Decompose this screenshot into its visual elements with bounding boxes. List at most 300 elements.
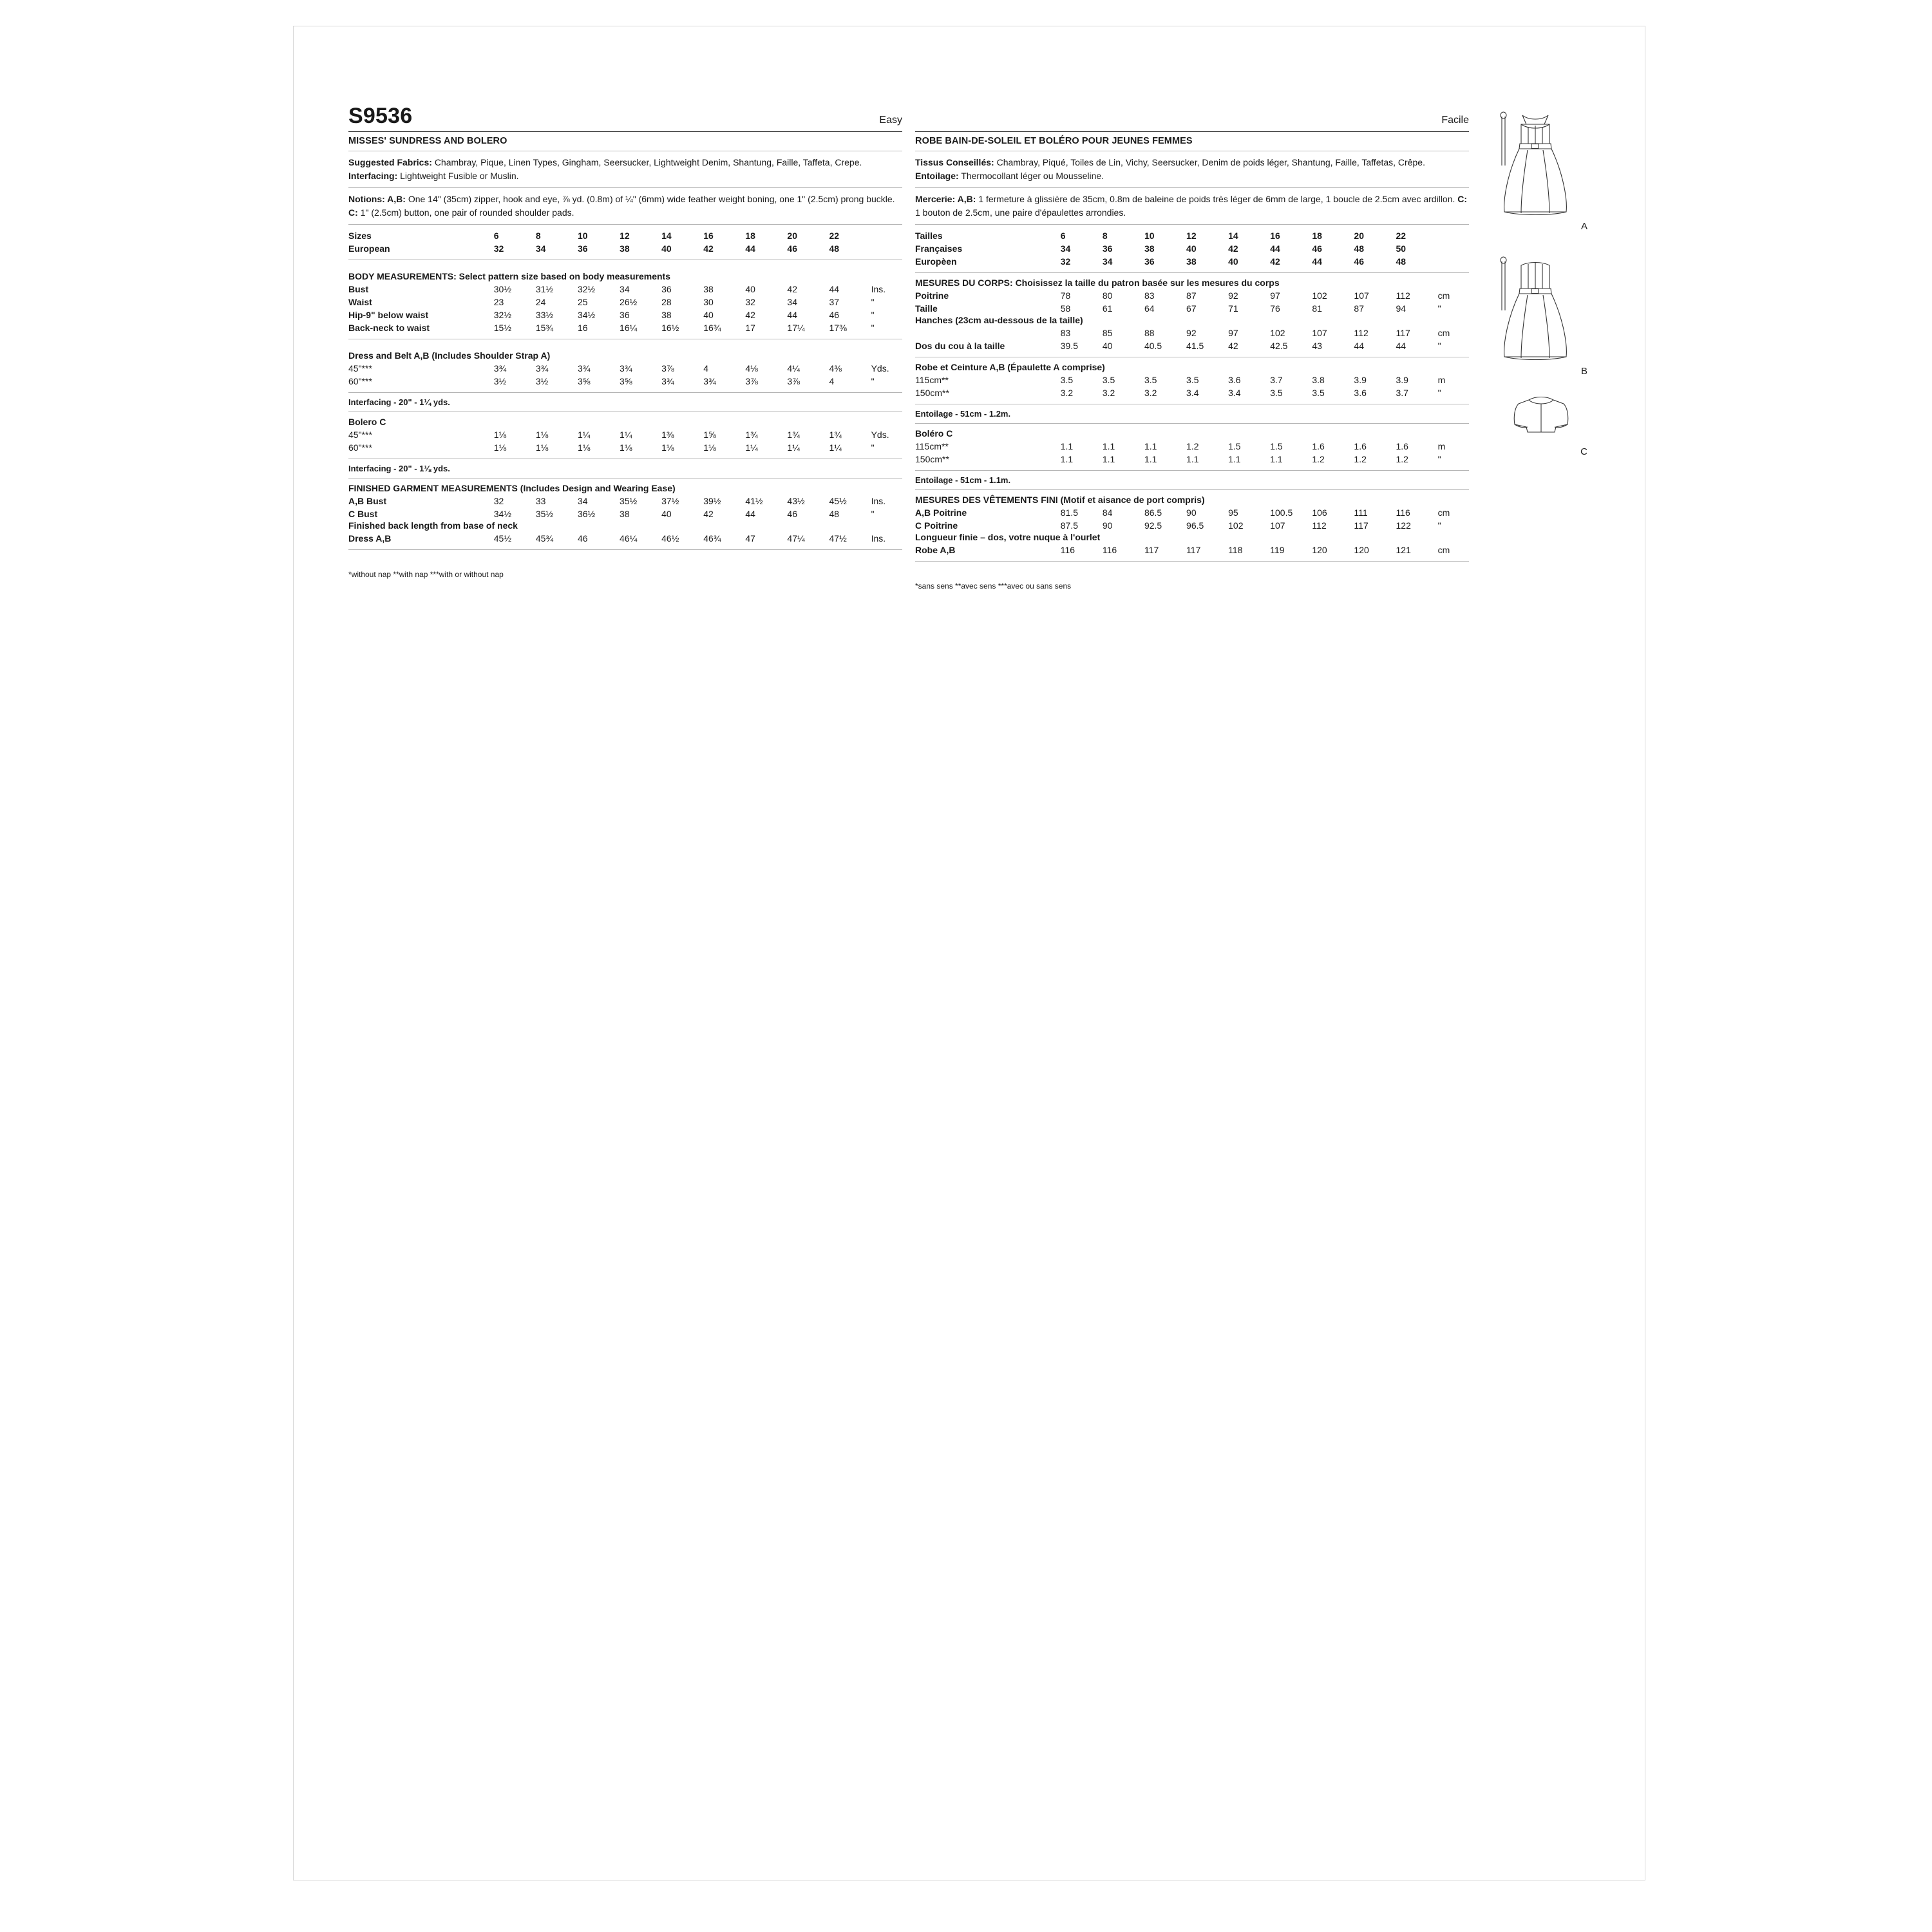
cell: 4 — [829, 376, 835, 386]
cell: 97 — [1270, 290, 1280, 301]
interfacing-note-2-fr: Entoilage - 51cm - 1.1m. — [915, 475, 1011, 485]
row-label: C Bust — [348, 509, 378, 519]
cell: 3.2 — [1102, 388, 1115, 398]
cell: 96.5 — [1186, 520, 1204, 531]
cell: 1.6 — [1312, 441, 1325, 451]
cell: 44 — [745, 243, 755, 254]
cell: 18 — [1312, 231, 1322, 241]
cell: 36 — [661, 284, 672, 294]
body-measurements-table-en — [348, 283, 902, 334]
row-label: 115cm** — [915, 375, 949, 385]
cell: 35½ — [620, 496, 638, 506]
cell: 3½ — [493, 376, 507, 386]
cell: 34½ — [493, 509, 511, 519]
cell: 42 — [703, 243, 714, 254]
cell: 3.6 — [1354, 388, 1367, 398]
cell: 102 — [1228, 520, 1244, 531]
cell: 3¾ — [661, 376, 674, 386]
table-row — [348, 507, 902, 520]
cell: 1⅛ — [661, 442, 674, 453]
body-measurements-table-fr — [915, 289, 1469, 315]
cell: 32½ — [493, 310, 511, 320]
cell: 33½ — [535, 310, 554, 320]
cell: 48 — [829, 243, 840, 254]
cell: 112 — [1396, 290, 1410, 301]
fabrics-divider-en — [348, 187, 902, 188]
cell: 117 — [1396, 328, 1410, 338]
cell: 31½ — [535, 284, 554, 294]
cell: 32 — [493, 496, 504, 506]
cell: 3.9 — [1396, 375, 1408, 385]
fabrics-divider-fr — [915, 187, 1469, 188]
english-column — [348, 104, 902, 579]
cell: 1.1 — [1060, 454, 1074, 464]
cell: 84 — [1102, 507, 1113, 518]
finished-divider-fr — [915, 561, 1469, 562]
cell: 43 — [1312, 341, 1322, 351]
cell-unit: cm — [1437, 507, 1450, 518]
cell: 3¾ — [493, 363, 507, 374]
cell: 40 — [1228, 256, 1238, 267]
notions-text-fr: 1 fermeture à glissière de 35cm, 0.8m de baleine de poids très léger de 6mm de large, 1 boucle de 2.5cm avec ardillon. — [978, 194, 1455, 204]
cell: 4⅜ — [829, 363, 842, 374]
cell: 41.5 — [1186, 341, 1204, 351]
cell: 12 — [1186, 231, 1197, 241]
cell: 16¼ — [620, 323, 638, 333]
cell: 3.6 — [1228, 375, 1241, 385]
cell: 1.2 — [1354, 454, 1367, 464]
cell: 3⅝ — [620, 376, 632, 386]
cell: 87 — [1186, 290, 1197, 301]
table-row — [348, 441, 902, 454]
row-label: 45"*** — [348, 430, 372, 440]
cell: 34½ — [577, 310, 596, 320]
cell: 8 — [535, 231, 541, 241]
row-label: Back-neck to waist — [348, 323, 430, 333]
cell: 40 — [661, 509, 672, 519]
cell: 38 — [661, 310, 672, 320]
cell — [1438, 242, 1469, 255]
nap-footnote-fr: *sans sens **avec sens ***avec ou sans sens — [915, 582, 1072, 591]
row-label: 150cm** — [915, 454, 949, 464]
cell: 76 — [1270, 303, 1280, 314]
cell: 3½ — [535, 376, 549, 386]
cell-unit: m — [1437, 375, 1446, 385]
interfacing-note-1-fr: Entoilage - 51cm - 1.2m. — [915, 409, 1011, 419]
table-row — [915, 440, 1469, 453]
table-row — [348, 321, 902, 334]
cell: 90 — [1186, 507, 1197, 518]
european-label-fr: Europèen — [915, 256, 957, 267]
cell: 87.5 — [1060, 520, 1078, 531]
cell: 35½ — [535, 509, 554, 519]
cell: 3¾ — [535, 363, 549, 374]
notions-divider-en — [348, 224, 902, 225]
cell: 42 — [1228, 341, 1238, 351]
cell-unit: " — [871, 376, 875, 386]
cell: 116 — [1102, 545, 1117, 555]
cell: 44 — [1270, 243, 1280, 254]
sundress-view-b-drawing — [1492, 249, 1588, 371]
cell: 102 — [1312, 290, 1327, 301]
cell: 46 — [787, 509, 797, 519]
sizes-label-fr: Tailles — [915, 231, 943, 241]
cell: 48 — [1396, 256, 1406, 267]
cell: 3.5 — [1102, 375, 1115, 385]
notions-divider-fr — [915, 224, 1469, 225]
hanches-head-fr: Hanches (23cm au-dessous de la taille) — [915, 315, 1083, 325]
cell: 6 — [493, 231, 499, 241]
cell: 42 — [1270, 256, 1280, 267]
cell: 15¾ — [535, 323, 554, 333]
cell: 1.1 — [1060, 441, 1074, 451]
cell: 44 — [1396, 341, 1406, 351]
cell-unit: " — [871, 310, 875, 320]
cell: 3.7 — [1396, 388, 1408, 398]
yardage-table-dress-en — [348, 362, 902, 388]
table-row — [348, 428, 902, 441]
cell: 87 — [1354, 303, 1364, 314]
cell: 44 — [745, 509, 755, 519]
cell: 38 — [703, 284, 714, 294]
cell: 17⅜ — [829, 323, 847, 333]
cell: 50 — [1396, 243, 1406, 254]
french-header — [915, 104, 1469, 129]
cell: 107 — [1354, 290, 1369, 301]
finished-head-fr: MESURES DES VÊTEMENTS FINI (Motif et aisance de port compris) — [915, 495, 1205, 505]
row-label: Hip-9" below waist — [348, 310, 429, 320]
row-label: 115cm** — [915, 441, 949, 451]
cell: 40 — [1186, 243, 1197, 254]
interfacing-note-1-en: Interfacing - 20" - 1¼ yds. — [348, 397, 450, 407]
cell: 3.5 — [1060, 375, 1074, 385]
cell: 81.5 — [1060, 507, 1078, 518]
cell-unit: cm — [1437, 290, 1450, 301]
cell: 46 — [787, 243, 797, 254]
nap-footnote-en: *without nap **with nap ***with or without nap — [348, 570, 504, 579]
cell: 26½ — [620, 297, 638, 307]
table-row — [915, 242, 1469, 255]
yardage-table-bolero-fr — [915, 440, 1469, 466]
cell: 81 — [1312, 303, 1322, 314]
cell: 1⅛ — [703, 442, 716, 453]
cell: 36 — [577, 243, 588, 254]
cell: 3.5 — [1270, 388, 1283, 398]
cell: 33 — [535, 496, 546, 506]
pattern-title-en: MISSES' SUNDRESS AND BOLERO — [348, 136, 507, 146]
cell: 58 — [1060, 303, 1071, 314]
cell: 18 — [745, 231, 755, 241]
cell: 94 — [1396, 303, 1406, 314]
cell-unit: " — [871, 442, 875, 453]
cell: 36 — [1102, 243, 1113, 254]
interfacing-label-fr: Entoilage: — [915, 171, 959, 181]
cell — [871, 242, 902, 255]
sizes-divider-fr — [915, 272, 1469, 273]
cell: 16½ — [661, 323, 679, 333]
cell: 46½ — [661, 533, 679, 544]
cell-unit: " — [1437, 303, 1441, 314]
cell-unit: Yds. — [871, 430, 889, 440]
table-row — [915, 302, 1469, 315]
table-row — [348, 362, 902, 375]
yardage-head-dress-en: Dress and Belt A,B (Includes Shoulder Strap A) — [348, 350, 551, 361]
cell: 46 — [577, 533, 588, 544]
cell: 64 — [1144, 303, 1155, 314]
cell: 71 — [1228, 303, 1238, 314]
finished-divider-en — [348, 549, 902, 550]
cell: 36 — [620, 310, 630, 320]
cell: 90 — [1102, 520, 1113, 531]
notions-c-label-en: C: — [348, 207, 358, 218]
cell: 44 — [1312, 256, 1322, 267]
suggested-fabrics-fr — [915, 156, 1469, 183]
table-row — [348, 229, 902, 242]
cell: 111 — [1354, 507, 1368, 518]
cell — [1438, 255, 1469, 268]
hanches-table-fr — [915, 327, 1469, 352]
cell: 16 — [703, 231, 714, 241]
table-row — [348, 495, 902, 507]
interfacing2-divider-fr — [915, 489, 1469, 490]
cell: 1.6 — [1396, 441, 1408, 451]
content-area — [348, 104, 1591, 591]
interfacing-note-2-en: Interfacing - 20" - 1⅛ yds. — [348, 464, 450, 473]
cell: 34 — [620, 284, 630, 294]
cell: 3.7 — [1270, 375, 1283, 385]
table-row — [915, 339, 1469, 352]
cell: 97 — [1228, 328, 1238, 338]
sundress-view-a-drawing — [1492, 104, 1588, 226]
view-c-label: C — [1580, 446, 1587, 457]
row-label: Dos du cou à la taille — [915, 341, 1005, 351]
cell: 1.1 — [1144, 454, 1157, 464]
cell: 107 — [1312, 328, 1327, 338]
cell-unit: " — [1437, 520, 1441, 531]
cell: 95 — [1228, 507, 1238, 518]
cell: 38 — [1186, 256, 1197, 267]
cell: 34 — [577, 496, 588, 506]
row-label: A,B Poitrine — [915, 507, 967, 518]
cell: 47 — [745, 533, 755, 544]
pattern-title-fr: ROBE BAIN-DE-SOLEIL ET BOLÉRO POUR JEUNES FEMMES — [915, 136, 1193, 146]
cell: 1.2 — [1186, 441, 1199, 451]
cell: 122 — [1396, 520, 1411, 531]
cell: 46 — [1354, 256, 1364, 267]
finished-length-head-en: Finished back length from base of neck — [348, 520, 518, 531]
pattern-number: S9536 — [348, 104, 413, 128]
cell: 36½ — [577, 509, 596, 519]
cell: 1.1 — [1228, 454, 1241, 464]
cell: 3⅞ — [745, 376, 758, 386]
cell-unit: Ins. — [871, 533, 886, 544]
row-label: 60"*** — [348, 376, 372, 386]
cell-unit: Ins. — [871, 284, 886, 294]
cell: 34 — [535, 243, 546, 254]
view-b-figure — [1488, 249, 1591, 377]
cell: 83 — [1060, 328, 1071, 338]
size-chart-fr — [915, 229, 1469, 268]
row-label: C Poitrine — [915, 520, 958, 531]
cell: 30½ — [493, 284, 511, 294]
row-label: Waist — [348, 297, 372, 307]
cell: 30 — [703, 297, 714, 307]
table-row — [348, 296, 902, 308]
cell: 61 — [1102, 303, 1113, 314]
row-label: Taille — [915, 303, 938, 314]
cell-unit: " — [871, 323, 875, 333]
bolero-view-c-drawing — [1492, 393, 1588, 451]
cell: 47½ — [829, 533, 847, 544]
cell: 116 — [1060, 545, 1075, 555]
cell: 3.2 — [1144, 388, 1157, 398]
row-label: Robe A,B — [915, 545, 956, 555]
cell: 41½ — [745, 496, 763, 506]
cell: 40 — [745, 284, 755, 294]
notions-c-label-fr: C: — [1457, 194, 1468, 204]
notions-fr — [915, 193, 1469, 220]
view-b-label: B — [1580, 366, 1587, 377]
cell: 25 — [577, 297, 588, 307]
cell: 92 — [1186, 328, 1197, 338]
line-drawings-column — [1488, 104, 1591, 474]
cell: 1.2 — [1396, 454, 1408, 464]
cell: 106 — [1312, 507, 1327, 518]
cell-unit: " — [1437, 341, 1441, 351]
finished-length-table-fr — [915, 544, 1469, 556]
cell: 16 — [1270, 231, 1280, 241]
cell: 3.9 — [1354, 375, 1367, 385]
table-row — [348, 532, 902, 545]
cell: 85 — [1102, 328, 1113, 338]
cell: 3⅝ — [577, 376, 591, 386]
cell: 45¾ — [535, 533, 554, 544]
notions-label-fr: Mercerie: A,B: — [915, 194, 976, 204]
header-divider-fr — [915, 131, 1469, 132]
cell: 8 — [1102, 231, 1108, 241]
cell: 83 — [1144, 290, 1155, 301]
cell: 1⅛ — [493, 430, 507, 440]
yardage-head-dress-fr: Robe et Ceinture A,B (Épaulette A comprise) — [915, 362, 1105, 372]
cell: 3.5 — [1144, 375, 1157, 385]
cell-unit: m — [1437, 441, 1446, 451]
cell: 1¾ — [829, 430, 842, 440]
cell: 1¾ — [745, 430, 758, 440]
cell: 22 — [1396, 231, 1406, 241]
body-measurements-head-en: BODY MEASUREMENTS: Select pattern size based on body measurements — [348, 271, 670, 281]
cell — [1438, 229, 1469, 242]
cell: 117 — [1354, 520, 1368, 531]
row-label: A,B Bust — [348, 496, 387, 506]
cell: 10 — [577, 231, 588, 241]
cell: 119 — [1270, 545, 1285, 555]
cell: 121 — [1396, 545, 1411, 555]
cell: 36 — [1144, 256, 1155, 267]
cell: 102 — [1270, 328, 1285, 338]
cell: 92.5 — [1144, 520, 1162, 531]
notions-en — [348, 193, 902, 220]
cell-unit: cm — [1437, 545, 1450, 555]
cell: 3.5 — [1186, 375, 1199, 385]
french-column — [915, 104, 1469, 591]
cell: 4⅛ — [745, 363, 758, 374]
cell: 3.4 — [1228, 388, 1241, 398]
table-row — [915, 229, 1469, 242]
table-row — [348, 375, 902, 388]
interfacing-text-en: Lightweight Fusible or Muslin. — [400, 171, 519, 181]
cell: 22 — [829, 231, 840, 241]
finished-head-en: FINISHED GARMENT MEASUREMENTS (Includes Design and Wearing Ease) — [348, 483, 676, 493]
view-a-label: A — [1580, 221, 1587, 232]
cell: 42 — [1228, 243, 1238, 254]
cell: 34 — [1060, 243, 1071, 254]
cell: 37 — [829, 297, 840, 307]
cell: 48 — [829, 509, 840, 519]
english-header — [348, 104, 902, 129]
cell: 80 — [1102, 290, 1113, 301]
cell-unit: " — [1437, 388, 1441, 398]
cell: 1⅜ — [661, 430, 674, 440]
cell: 46 — [1312, 243, 1322, 254]
cell: 120 — [1354, 545, 1369, 555]
cell: 16 — [577, 323, 588, 333]
cell: 3⅞ — [661, 363, 674, 374]
cell: 86.5 — [1144, 507, 1162, 518]
cell: 32 — [1060, 256, 1071, 267]
size-chart-en — [348, 229, 902, 255]
cell: 44 — [829, 284, 840, 294]
table-row — [915, 506, 1469, 519]
cell: 42 — [703, 509, 714, 519]
cell: 1⅛ — [535, 442, 549, 453]
cell: 1.5 — [1228, 441, 1241, 451]
cell: 15½ — [493, 323, 511, 333]
cell: 117 — [1144, 545, 1159, 555]
cell: 37½ — [661, 496, 679, 506]
cell: 1⅛ — [535, 430, 549, 440]
cell: 34 — [1102, 256, 1113, 267]
table-row — [915, 255, 1469, 268]
cell: 40 — [703, 310, 714, 320]
cell: 88 — [1144, 328, 1155, 338]
cell: 17 — [745, 323, 755, 333]
cell: 1.1 — [1270, 454, 1283, 464]
cell: 1¼ — [745, 442, 758, 453]
cell: 38 — [1144, 243, 1155, 254]
cell: 39½ — [703, 496, 721, 506]
cell: 40 — [661, 243, 672, 254]
difficulty-level-en: Easy — [879, 115, 902, 126]
row-label: Bust — [348, 284, 369, 294]
cell: 42.5 — [1270, 341, 1288, 351]
cell: 1.1 — [1102, 441, 1115, 451]
cell: 14 — [1228, 231, 1238, 241]
cell-unit: " — [1437, 454, 1441, 464]
cell: 46 — [829, 310, 840, 320]
view-c-figure — [1488, 393, 1591, 457]
cell: 3⅞ — [787, 376, 800, 386]
cell: 10 — [1144, 231, 1155, 241]
notions-label-en: Notions: A,B: — [348, 194, 406, 204]
cell: 117 — [1186, 545, 1201, 555]
table-row — [348, 283, 902, 296]
body-measurements-head-fr: MESURES DU CORPS: Choisissez la taille du patron basée sur les mesures du corps — [915, 278, 1280, 288]
cell: 39.5 — [1060, 341, 1078, 351]
cell: 120 — [1312, 545, 1327, 555]
cell: 24 — [535, 297, 546, 307]
cell-unit: " — [871, 297, 875, 307]
cell — [871, 229, 902, 242]
